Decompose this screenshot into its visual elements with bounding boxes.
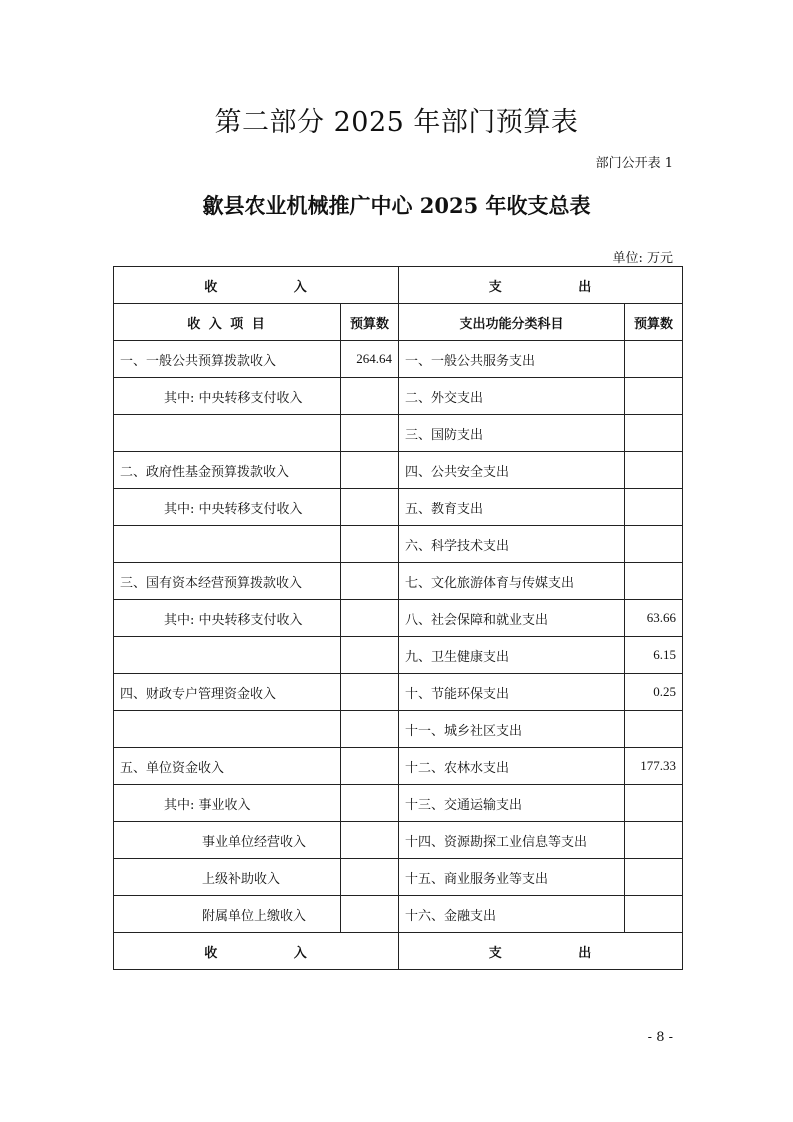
budget-table bbox=[113, 266, 683, 970]
income-label-cell: 其中: 事业收入 bbox=[114, 785, 341, 822]
expense-label-cell: 二、外交支出 bbox=[399, 378, 625, 415]
expense-value-cell bbox=[625, 526, 683, 563]
income-value-cell bbox=[341, 563, 399, 600]
table-row bbox=[114, 415, 683, 452]
expense-label-cell: 七、文化旅游体育与传媒支出 bbox=[399, 563, 625, 600]
expense-footer-header: 支 出 bbox=[399, 933, 683, 970]
expense-label-cell: 十五、商业服务业等支出 bbox=[399, 859, 625, 896]
expense-label-cell: 十四、资源勘探工业信息等支出 bbox=[399, 822, 625, 859]
expense-label-cell: 十、节能环保支出 bbox=[399, 674, 625, 711]
income-label-cell: 其中: 中央转移支付收入 bbox=[114, 600, 341, 637]
income-value-cell bbox=[341, 637, 399, 674]
expense-value-cell bbox=[625, 341, 683, 378]
page-number: - 8 - bbox=[647, 1030, 673, 1045]
expense-value-cell: 63.66 bbox=[625, 600, 683, 637]
income-value-cell bbox=[341, 748, 399, 785]
income-label-cell: 其中: 中央转移支付收入 bbox=[114, 489, 341, 526]
income-value-cell bbox=[341, 711, 399, 748]
expense-label-cell: 十三、交通运输支出 bbox=[399, 785, 625, 822]
table-row bbox=[114, 674, 683, 711]
expense-value-cell bbox=[625, 415, 683, 452]
expense-label-cell: 一、一般公共服务支出 bbox=[399, 341, 625, 378]
income-label-cell: 事业单位经营收入 bbox=[114, 822, 341, 859]
income-value-cell bbox=[341, 415, 399, 452]
table-number: 部门公开表 1 bbox=[595, 156, 673, 171]
table-row bbox=[114, 378, 683, 415]
expense-value-cell bbox=[625, 563, 683, 600]
income-value-cell bbox=[341, 674, 399, 711]
table-row bbox=[114, 563, 683, 600]
expense-label-cell: 六、科学技术支出 bbox=[399, 526, 625, 563]
expense-budget-header: 预算数 bbox=[625, 304, 683, 341]
expense-label-cell: 四、公共安全支出 bbox=[399, 452, 625, 489]
expense-value-cell: 177.33 bbox=[625, 748, 683, 785]
expense-label-cell: 五、教育支出 bbox=[399, 489, 625, 526]
income-label-cell bbox=[114, 711, 341, 748]
expense-label-cell: 十一、城乡社区支出 bbox=[399, 711, 625, 748]
table-row bbox=[114, 341, 683, 378]
income-value-cell bbox=[341, 526, 399, 563]
table-row bbox=[114, 452, 683, 489]
column-header-row bbox=[114, 304, 683, 341]
income-label-cell: 四、财政专户管理资金收入 bbox=[114, 674, 341, 711]
income-value-cell bbox=[341, 859, 399, 896]
income-value-cell bbox=[341, 600, 399, 637]
expense-value-cell bbox=[625, 711, 683, 748]
budget-table-body bbox=[114, 267, 683, 970]
table-row bbox=[114, 711, 683, 748]
table-title: 歙县农业机械推广中心 2025 年收支总表 bbox=[202, 193, 591, 218]
income-label-cell: 附属单位上缴收入 bbox=[114, 896, 341, 933]
income-value-cell: 264.64 bbox=[341, 341, 399, 378]
expense-value-cell bbox=[625, 896, 683, 933]
income-value-cell bbox=[341, 896, 399, 933]
expense-item-header: 支出功能分类科目 bbox=[399, 304, 625, 341]
income-label-cell: 一、一般公共预算拨款收入 bbox=[114, 341, 341, 378]
income-value-cell bbox=[341, 489, 399, 526]
income-label-cell: 其中: 中央转移支付收入 bbox=[114, 378, 341, 415]
table-row bbox=[114, 637, 683, 674]
unit-label: 单位: 万元 bbox=[612, 251, 673, 266]
income-label-cell: 二、政府性基金预算拨款收入 bbox=[114, 452, 341, 489]
income-label-cell bbox=[114, 637, 341, 674]
group-header-row bbox=[114, 267, 683, 304]
income-footer-header: 收 入 bbox=[114, 933, 399, 970]
table-row bbox=[114, 526, 683, 563]
income-value-cell bbox=[341, 822, 399, 859]
expense-value-cell: 6.15 bbox=[625, 637, 683, 674]
income-value-cell bbox=[341, 378, 399, 415]
expense-value-cell bbox=[625, 859, 683, 896]
expense-value-cell: 0.25 bbox=[625, 674, 683, 711]
expense-value-cell bbox=[625, 489, 683, 526]
income-label-cell: 上级补助收入 bbox=[114, 859, 341, 896]
footer-row bbox=[114, 933, 683, 970]
expense-label-cell: 九、卫生健康支出 bbox=[399, 637, 625, 674]
expense-value-cell bbox=[625, 452, 683, 489]
table-row bbox=[114, 600, 683, 637]
expense-label-cell: 十二、农林水支出 bbox=[399, 748, 625, 785]
expense-label-cell: 三、国防支出 bbox=[399, 415, 625, 452]
income-item-header: 收 入 项 目 bbox=[114, 304, 341, 341]
table-row bbox=[114, 489, 683, 526]
income-label-cell bbox=[114, 415, 341, 452]
expense-group-header: 支 出 bbox=[399, 267, 683, 304]
income-budget-header: 预算数 bbox=[341, 304, 399, 341]
table-row bbox=[114, 822, 683, 859]
income-group-header: 收 入 bbox=[114, 267, 399, 304]
table-row bbox=[114, 896, 683, 933]
expense-value-cell bbox=[625, 378, 683, 415]
income-value-cell bbox=[341, 452, 399, 489]
table-row bbox=[114, 785, 683, 822]
table-row bbox=[114, 859, 683, 896]
income-value-cell bbox=[341, 785, 399, 822]
expense-value-cell bbox=[625, 822, 683, 859]
expense-value-cell bbox=[625, 785, 683, 822]
income-label-cell: 五、单位资金收入 bbox=[114, 748, 341, 785]
part-title: 第二部分 2025 年部门预算表 bbox=[214, 107, 579, 138]
table-row bbox=[114, 748, 683, 785]
expense-label-cell: 十六、金融支出 bbox=[399, 896, 625, 933]
expense-label-cell: 八、社会保障和就业支出 bbox=[399, 600, 625, 637]
income-label-cell: 三、国有资本经营预算拨款收入 bbox=[114, 563, 341, 600]
income-label-cell bbox=[114, 526, 341, 563]
